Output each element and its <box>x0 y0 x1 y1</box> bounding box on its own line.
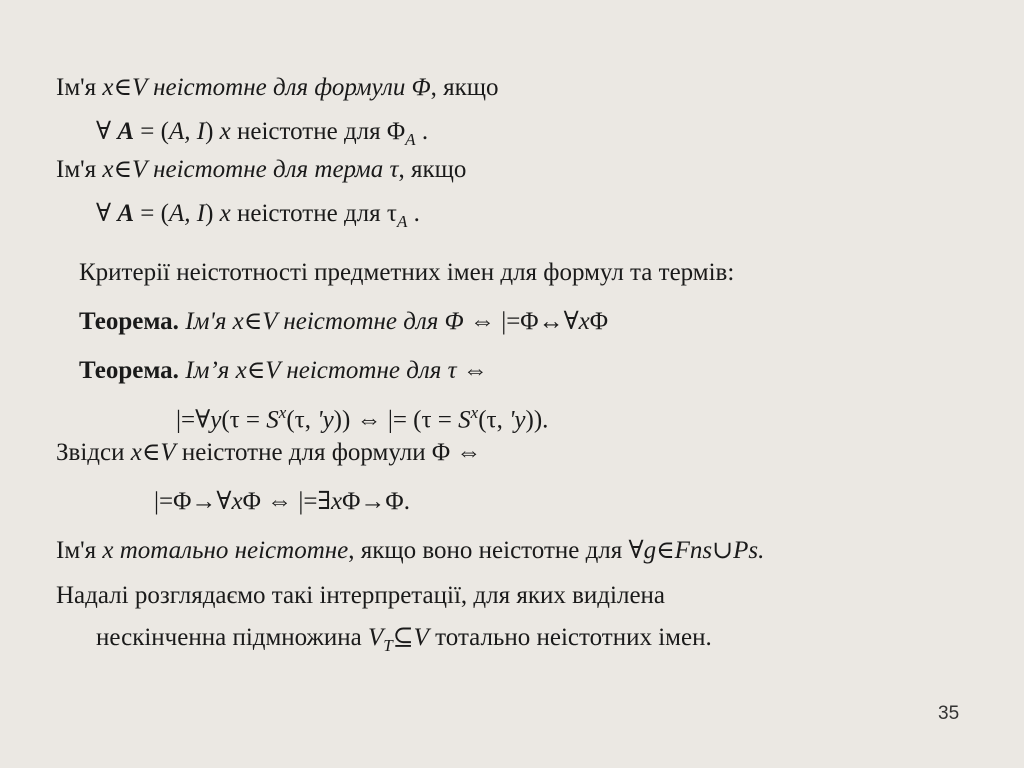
text-segment: Надалі розглядаємо такі інтерпретації, для яких виділена <box>56 582 666 609</box>
corollary-equivalence-line <box>154 487 410 517</box>
text-segment: A <box>405 130 416 149</box>
text-segment: V <box>367 624 384 651</box>
page-number: 35 <box>938 703 960 724</box>
text-segment: x тотально неістотне <box>102 537 349 564</box>
text-segment: . <box>407 200 420 227</box>
total-inessential-definition-line <box>56 536 764 566</box>
text-segment: 'y <box>317 406 334 434</box>
definition-term-condition-line <box>96 199 420 237</box>
definition-formula-condition-line <box>96 117 428 155</box>
text-segment: T <box>383 636 393 655</box>
text-segment: A <box>396 212 408 231</box>
text-segment: S <box>458 406 471 434</box>
text-segment: Φ <box>589 308 609 335</box>
definition-term-line <box>56 155 466 185</box>
text-segment: A, I <box>168 118 206 145</box>
text-segment: x∈V неістотне для формули Φ <box>102 74 431 101</box>
text-segment: Теорема. <box>79 308 179 335</box>
definition-formula-line <box>56 73 499 103</box>
text-segment: x∈V неістотне для терма τ <box>102 156 399 183</box>
text-segment: y <box>210 406 222 434</box>
text-segment: )) ⇔ |= (τ = <box>333 406 459 434</box>
text-segment: x <box>578 308 590 335</box>
text-segment: неістотне для Φ <box>230 118 406 145</box>
text-segment: = ( <box>134 200 169 227</box>
text-segment: |=∀ <box>176 406 211 434</box>
text-segment: Φ ⇔ |=∃ <box>242 488 332 515</box>
text-segment: g∈Fns∪Ps. <box>643 537 765 564</box>
text-segment: 'y <box>509 406 526 434</box>
text-segment: ⇔ |=Φ↔∀ <box>463 308 579 335</box>
text-segment: ∀ <box>96 118 118 145</box>
theorem-term-line <box>79 356 488 386</box>
criteria-heading-line <box>79 258 734 288</box>
text-segment: x <box>331 488 343 515</box>
text-segment: Φ→Φ. <box>342 488 410 515</box>
text-segment: ∀ <box>96 200 118 227</box>
text-segment: . <box>415 118 429 145</box>
text-segment: ) <box>205 200 220 227</box>
text-segment: ⇔ <box>456 357 488 384</box>
text-segment: (τ = <box>221 406 267 434</box>
text-segment: Ім'я <box>56 537 103 564</box>
text-segment: x∈V <box>130 439 176 466</box>
theorem-term-equivalence-line <box>176 398 548 435</box>
text-segment: A <box>117 200 135 227</box>
text-segment: x <box>231 488 243 515</box>
text-segment: S <box>266 406 279 434</box>
text-segment: Ім'я <box>56 156 103 183</box>
text-segment: Критерії неістотності предметних імен для формул та термів: <box>79 259 735 286</box>
text-segment: x <box>219 200 231 227</box>
text-segment: (τ, <box>478 406 510 434</box>
text-segment: ⊆ <box>392 624 414 651</box>
text-segment: x <box>278 403 287 422</box>
corollary-line <box>56 438 481 468</box>
text-segment: Звідси <box>56 439 131 466</box>
text-segment: |=Φ→∀ <box>154 488 232 515</box>
text-segment: Ім’я x∈V неістотне для τ <box>178 357 457 384</box>
text-segment: )). <box>525 406 549 434</box>
text-segment: неістотне для τ <box>230 200 397 227</box>
text-segment: x <box>470 403 479 422</box>
text-segment: тотально неістотних імен. <box>428 624 712 651</box>
theorem-formula-line <box>79 307 608 337</box>
text-segment: ) <box>205 118 220 145</box>
text-segment: Ім'я <box>56 74 103 101</box>
interpretation-note-continuation-line <box>96 623 712 661</box>
text-segment: , якщо <box>430 74 499 101</box>
text-segment: неістотне для формули Φ ⇔ <box>175 439 482 466</box>
text-segment: x <box>219 118 231 145</box>
text-segment: = ( <box>134 118 169 145</box>
interpretation-note-line <box>56 581 665 611</box>
text-segment: V <box>413 624 429 651</box>
text-segment: нескінченна підмножина <box>96 624 368 651</box>
text-segment: , якщо воно неістотне для ∀ <box>348 537 644 564</box>
text-segment: A, I <box>168 200 206 227</box>
text-segment: , якщо <box>398 156 467 183</box>
text-segment: A <box>117 118 135 145</box>
text-segment: Ім'я x∈V неістотне для Φ <box>178 308 464 335</box>
text-segment: (τ, <box>286 406 318 434</box>
text-segment: Теорема. <box>79 357 179 384</box>
